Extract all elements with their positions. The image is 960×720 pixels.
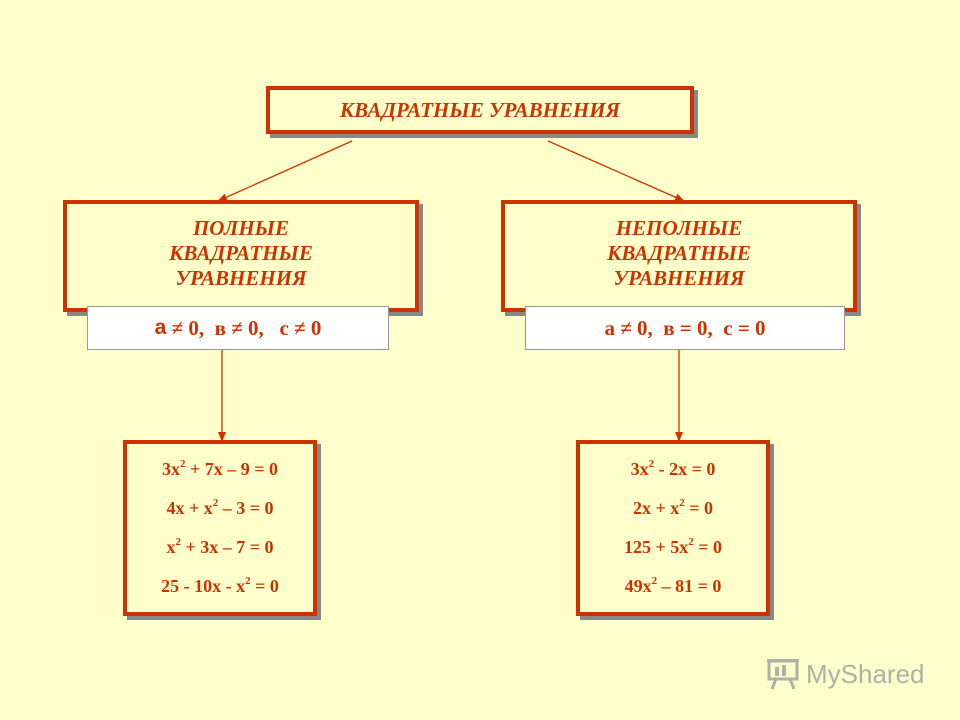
full-condition-a: а [154,316,167,339]
arrow-title-to-incomplete [548,141,684,201]
incomplete-condition-label [525,306,845,350]
incomplete-examples-box [576,440,770,616]
incomplete-heading-line-2: КВАДРАТНЫЕ [607,240,751,265]
full-equation-2: $4х + х^2 - 3 = 0$ [166,497,274,518]
full-condition-rest: ≠ 0, в ≠ 0, с ≠ 0 [166,315,322,340]
incomplete-equation-3: $125 + 5х^2 = 0$ [623,536,723,557]
full-condition-label [87,306,389,350]
watermark-text: MyShared [806,658,925,689]
incomplete-equation-2: $2х + х^2 = 0$ [632,497,714,518]
title-box [266,86,694,134]
incomplete-heading-line-3: УРАВНЕНИЯ [613,265,745,290]
presentation-board-icon [766,658,800,690]
watermark [766,654,926,694]
incomplete-equation-1: $3х^2 - 2х = 0$ [630,458,716,479]
incomplete-condition-text: а ≠ 0, в = 0, с = 0 [604,315,766,340]
full-equation-3: $х^2 + 3х - 7 = 0$ [166,536,274,557]
full-examples-box [123,440,317,616]
diagram-title: КВАДРАТНЫЕ УРАВНЕНИЯ [339,97,621,122]
arrow-title-to-full [218,141,352,201]
full-equation-1: $3х^2 + 7х - 9 = 0$ [161,458,278,479]
full-heading-line-1: ПОЛНЫЕ [192,215,290,240]
full-equations-box [63,200,419,312]
incomplete-heading-line-1: НЕПОЛНЫЕ [615,215,743,240]
full-heading-line-2: КВАДРАТНЫЕ [169,240,313,265]
incomplete-equations-box [501,200,857,312]
incomplete-equation-4: $49х^2 - 81 = 0$ [624,575,722,596]
full-equation-4: $25 - 10х - х^2 = 0$ [161,575,279,596]
full-heading-line-3: УРАВНЕНИЯ [175,265,307,290]
